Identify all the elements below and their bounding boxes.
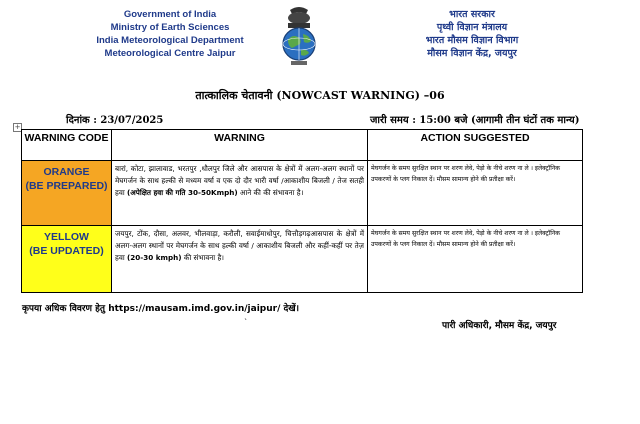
warning-code-subtitle: (BE UPDATED) bbox=[29, 245, 104, 257]
header-action-suggested: ACTION SUGGESTED bbox=[368, 130, 583, 161]
header-english-line: Government of India bbox=[123, 9, 217, 20]
issue-time: जारी समय : 15:00 बजे (आगामी तीन घंटों तक मान्य) bbox=[370, 115, 580, 126]
stray-mark: ` bbox=[244, 318, 248, 327]
warning-code-yellow bbox=[22, 226, 112, 293]
table-handle-icon[interactable]: + bbox=[14, 123, 21, 131]
header-hindi-line: पृथ्वी विज्ञान मंत्रालय bbox=[436, 22, 508, 33]
warning-wind-speed: (अपेक्षित हवा की गति 30-50Kmph) bbox=[126, 188, 238, 197]
warning-text-end: की संभावना है। bbox=[183, 253, 224, 262]
warning-wind-speed: (20-30 kmph) bbox=[126, 253, 182, 262]
header-hindi-line: मौसम विज्ञान केंद्र, जयपुर bbox=[427, 48, 517, 59]
warning-text: जयपुर, टोंक, दौसा, अलवर, भीलवाड़ा, करौली, सवाईमाधोपुर, चित्तौड़गढ़आसपास के क्षेत्रों में अलग-अलग स्थानों पर मेघगर्जन के साथ हल्की वर्षा / आकाशीय बिजली और कहीं-कहीं पर तेज़ हवा bbox=[115, 229, 364, 262]
warning-text: बारां, कोटा, झालावाड, भरतपुर ,धौलपुर जिले और आसपास के क्षेत्रों में अलग-अलग स्थानों पर मेघगर्जन के साथ हल्की से मध्यम वर्षा व एक दो दौर भारी वर्षा /आकाशीय बिजली / तेज सतही हवा bbox=[115, 164, 364, 197]
header-warning: WARNING bbox=[112, 130, 368, 161]
warning-code-subtitle: (BE PREPARED) bbox=[25, 180, 108, 192]
table-row-orange bbox=[22, 161, 583, 226]
national-emblem-icon bbox=[276, 4, 322, 68]
header-hindi-line: भारत सरकार bbox=[449, 9, 495, 20]
warning-text-yellow bbox=[112, 226, 368, 293]
nowcast-title: तात्कालिक चेतावनी (NOWCAST WARNING) –06 bbox=[195, 89, 445, 102]
warning-code-label: YELLOW bbox=[44, 231, 89, 243]
warning-table bbox=[21, 129, 583, 293]
issue-date: दिनांक : 23/07/2025 bbox=[66, 115, 164, 126]
header-english bbox=[70, 8, 270, 60]
header-hindi-line: भारत मौसम विज्ञान विभाग bbox=[425, 35, 519, 46]
warning-code-orange bbox=[22, 161, 112, 226]
header-english-line: Ministry of Earth Sciences bbox=[110, 22, 230, 33]
warning-code-label: ORANGE bbox=[43, 166, 90, 178]
warning-text-orange bbox=[112, 161, 368, 226]
action-text-yellow: मेघगर्जन के समय सुरक्षित स्थान पर शरण लेवे, पेड़ो के नीचे शरण ना ले । इलेक्ट्रॉनिक उपकरणों के प्लग निकाल दें। मौसम सामान्य होने की प्रतीक्षा करें। bbox=[368, 226, 583, 293]
action-text-orange: मेघगर्जन के समय सुरक्षित स्थान पर शरण लेवे, पेड़ो के नीचे शरण ना ले । इलेक्ट्रॉनिक उपकरणों के प्लग निकाल दें। मौसम सामान्य होने की प्रतीक्षा करें। bbox=[368, 161, 583, 226]
more-info-link-text[interactable]: कृपया अधिक विवरण हेतु https://mausam.imd.gov.in/jaipur/ देखें। bbox=[22, 304, 300, 314]
header-english-line: India Meteorological Department bbox=[96, 35, 244, 46]
header-warning-code: WARNING CODE bbox=[22, 130, 112, 161]
header-english-line: Meteorological Centre Jaipur bbox=[104, 48, 236, 59]
warning-text-end: आने की की संभावना है। bbox=[239, 188, 304, 197]
table-row-yellow bbox=[22, 226, 583, 293]
header-hindi bbox=[372, 8, 572, 60]
duty-officer-signature: पारी अधिकारी, मौसम केंद्र, जयपुर bbox=[442, 321, 557, 331]
table-header-row bbox=[22, 130, 583, 161]
